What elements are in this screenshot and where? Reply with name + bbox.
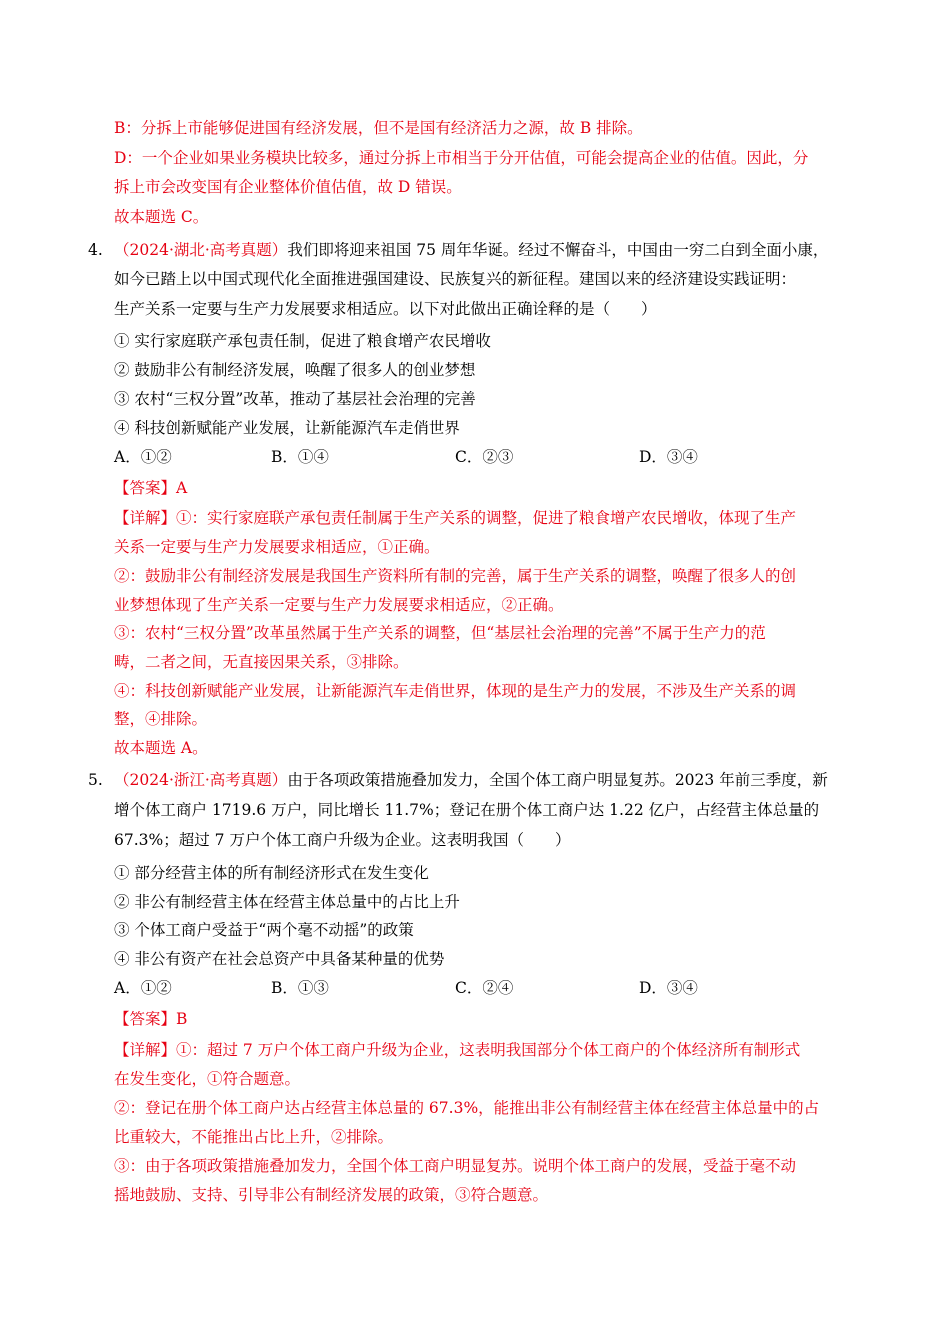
question-4-stem-line-2: 如今已踏上以中国式现代化全面推进强国建设、民族复兴的新征程。建国以来的经济建设实践证明： <box>114 270 797 288</box>
question-4-item: ④ 科技创新赋能产业发展，让新能源汽车走俏世界 <box>114 419 460 437</box>
question-4-item: ① 实行家庭联产承包责任制，促进了粮食增产农民增收 <box>114 332 491 350</box>
question-4-detail-line: ④：科技创新赋能产业发展，让新能源汽车走俏世界，体现的是生产力的发展，不涉及生产关系的调 <box>114 682 797 700</box>
question-4-detail-line: 业梦想体现了生产关系一定要与生产力发展要求相适应，②正确。 <box>114 596 564 614</box>
question-5-stem-line-1: （2024·浙江·高考真题）由于各项政策措施叠加发力，全国个体工商户明显复苏。2023 年前三季度，新 <box>114 771 828 789</box>
question-5-item: ② 非公有制经营主体在经营主体总量中的占比上升 <box>114 893 460 911</box>
question-5-option-a: A．①② <box>114 979 172 997</box>
question-4-item: ③ 农村“三权分置”改革，推动了基层社会治理的完善 <box>114 390 476 408</box>
question-4-detail-line: 【详解】①：实行家庭联产承包责任制属于生产关系的调整，促进了粮食增产农民增收，体现了生产 <box>114 509 797 527</box>
question-5-detail-line: 比重较大，不能推出占比上升，②排除。 <box>114 1128 394 1146</box>
question-5-item: ① 部分经营主体的所有制经济形式在发生变化 <box>114 864 429 882</box>
question-4-number: 4. <box>88 241 103 259</box>
question-4-answer: 【答案】A <box>114 479 188 497</box>
question-4-stem-line-1: （2024·湖北·高考真题）我们即将迎来祖国 75 周年华诞。经过不懈奋斗，中国由一穷二白到全面小康， <box>114 241 829 259</box>
question-4-detail-line: ③：农村“三权分置”改革虽然属于生产关系的调整，但“基层社会治理的完善”不属于生产力的范 <box>114 624 766 642</box>
question-5-detail-line: ②：登记在册个体工商户达占经营主体总量的 67.3%，能推出非公有制经营主体在经营主体总量中的占 <box>114 1099 820 1117</box>
question-5-option-b: B．①③ <box>271 979 329 997</box>
question-4-final-answer: 故本题选 A。 <box>114 739 208 757</box>
question-5-detail-line: ③：由于各项政策措施叠加发力，全国个体工商户明显复苏。说明个体工商户的发展，受益于毫不动 <box>114 1157 797 1175</box>
question-5-option-c: C．②④ <box>455 979 514 997</box>
question-5-stem-line-2: 增个体工商户 1719.6 万户，同比增长 11.7%；登记在册个体工商户达 1.22 亿户，占经营主体总量的 <box>114 801 820 819</box>
question-5-number: 5. <box>88 771 103 789</box>
question-5-option-d: D．③④ <box>639 979 698 997</box>
question-4-item: ② 鼓励非公有制经济发展，唤醒了很多人的创业梦想 <box>114 361 476 379</box>
prev-option-d-explanation: D：一个企业如果业务模块比较多，通过分拆上市相当于分开估值，可能会提高企业的估值。因此，分 <box>114 149 809 167</box>
question-5-item: ④ 非公有资产在社会总资产中具备某种量的优势 <box>114 950 445 968</box>
question-4-option-a: A．①② <box>114 448 172 466</box>
question-5-answer: 【答案】B <box>114 1010 188 1028</box>
question-4-detail-line: 整，④排除。 <box>114 710 208 728</box>
question-5-source: （2024·浙江·高考真题） <box>114 771 288 789</box>
question-4-detail-line: 畴，二者之间，无直接因果关系，③排除。 <box>114 653 409 671</box>
question-4-option-c: C．②③ <box>455 448 514 466</box>
prev-final-answer: 故本题选 C。 <box>114 208 209 226</box>
prev-option-b-explanation: B：分拆上市能够促进国有经济发展，但不是国有经济活力之源，故 B 排除。 <box>114 119 643 137</box>
question-5-stem-line-3: 67.3%；超过 7 万户个体工商户升级为企业。这表明我国（ ） <box>114 831 571 849</box>
question-4-option-b: B．①④ <box>271 448 329 466</box>
question-4-stem-line-3: 生产关系一定要与生产力发展要求相适应。以下对此做出正确诠释的是（ ） <box>114 300 657 318</box>
question-5-detail-line: 【详解】①：超过 7 万户个体工商户升级为企业，这表明我国部分个体工商户的个体经济所有制形式 <box>114 1041 801 1059</box>
question-4-detail-line: ②：鼓励非公有制经济发展是我国生产资料所有制的完善，属于生产关系的调整，唤醒了很多人的创 <box>114 567 797 585</box>
question-4-source: （2024·湖北·高考真题） <box>114 241 288 259</box>
question-5-detail-line: 在发生变化，①符合题意。 <box>114 1070 301 1088</box>
prev-option-d-explanation-cont: 拆上市会改变国有企业整体价值估值，故 D 错误。 <box>114 178 462 196</box>
question-5-detail-line: 摇地鼓励、支持、引导非公有制经济发展的政策，③符合题意。 <box>114 1186 549 1204</box>
question-5-item: ③ 个体工商户受益于“两个毫不动摇”的政策 <box>114 921 414 939</box>
question-4-option-d: D．③④ <box>639 448 698 466</box>
question-4-detail-line: 关系一定要与生产力发展要求相适应，①正确。 <box>114 538 440 556</box>
